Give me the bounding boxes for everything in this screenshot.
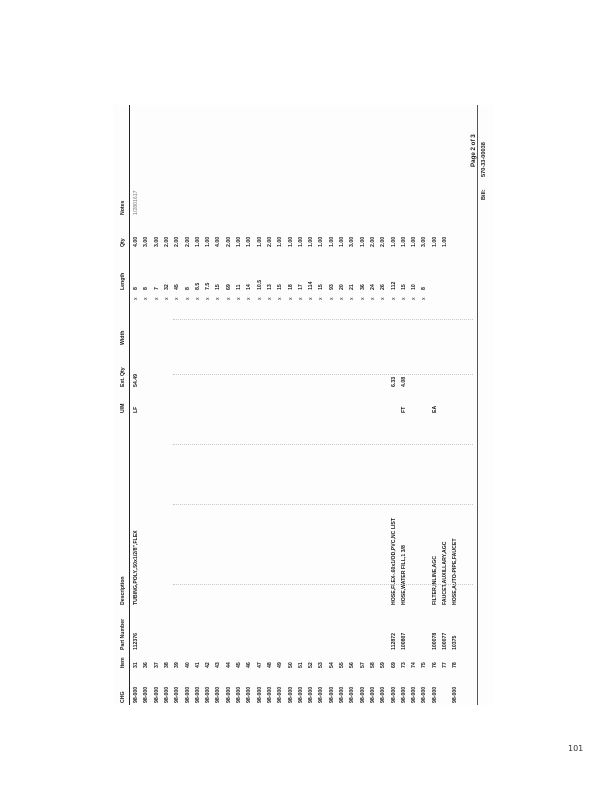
row-qty: 3.00 (349, 236, 356, 247)
row-dimension-x: x (184, 297, 191, 300)
scan-guide-line (173, 444, 473, 445)
row-chg: 98-000 (411, 686, 418, 703)
row-qty: 1.00 (318, 236, 325, 247)
row-item: 44 (225, 662, 232, 668)
header-chg: CHG (120, 691, 126, 703)
row-chg: 98-000 (452, 686, 459, 703)
row-item: 43 (215, 662, 222, 668)
row-uom: EA (431, 405, 438, 413)
row-length: 8 (184, 287, 191, 290)
row-qty: 2.00 (369, 236, 376, 247)
row-chg: 98-000 (133, 686, 139, 703)
row-length: 18 (287, 284, 294, 290)
row-qty: 2.00 (266, 236, 273, 247)
table-row (451, 110, 459, 705)
row-qty: 4.00 (133, 236, 139, 247)
row-dimension-x: x (328, 297, 335, 300)
row-chg: 98-000 (153, 686, 160, 703)
row-chg: 98-000 (215, 686, 222, 703)
header-notes: Notes (120, 200, 126, 215)
row-qty: 1.00 (287, 236, 294, 247)
row-description: TUBING,POLY,.50x1/2/8",FLEX (133, 530, 139, 605)
row-qty: 1.00 (194, 236, 201, 247)
table-row (390, 110, 398, 705)
row-dimension-x: x (143, 297, 150, 300)
row-ext-qty: 4.08 (400, 376, 407, 387)
row-qty: 1.00 (277, 236, 284, 247)
table-row (338, 110, 346, 705)
row-part-number: 100077 (442, 632, 448, 650)
row-dimension-x: x (369, 297, 376, 300)
row-part-number: 112872 (390, 632, 397, 650)
row-qty: 3.00 (421, 236, 428, 247)
header-ext-qty: Ext. Qty (120, 367, 126, 387)
header-length: Length (120, 272, 126, 290)
row-chg: 98-000 (266, 686, 273, 703)
row-chg: 98-000 (205, 686, 212, 703)
row-item: 76 (431, 662, 438, 668)
table-row (235, 110, 243, 705)
row-item: 42 (205, 662, 212, 668)
row-part-number: 10375 (452, 635, 459, 650)
row-qty: 1.00 (339, 236, 345, 247)
row-item: 58 (369, 662, 376, 668)
row-chg: 98-000 (287, 686, 294, 703)
row-length: 10.5 (256, 279, 263, 290)
row-uom: LF (133, 406, 139, 413)
row-dimension-x: x (339, 297, 345, 300)
row-chg: 98-000 (359, 686, 366, 703)
row-description: HOSE,WATER FILL,1 3/8 (400, 545, 407, 605)
row-chg: 98-000 (143, 686, 150, 703)
table-row (225, 110, 233, 705)
row-part-number: 100807 (400, 632, 407, 650)
table-row (173, 110, 181, 705)
row-qty: 1.00 (328, 236, 335, 247)
row-dimension-x: x (246, 297, 253, 300)
row-item: 54 (328, 662, 335, 668)
row-length: 20 (339, 284, 345, 290)
table-row (132, 110, 140, 705)
row-dimension-x: x (287, 297, 294, 300)
table-row (441, 110, 449, 705)
row-dimension-x: x (225, 297, 232, 300)
row-item: 77 (442, 662, 448, 668)
table-row (297, 110, 305, 705)
row-qty: 1.00 (390, 236, 397, 247)
table-row (359, 110, 367, 705)
row-item: 47 (256, 662, 263, 668)
row-dimension-x: x (194, 297, 201, 300)
row-length: 15 (215, 284, 222, 290)
header-part-number: Part Number (120, 618, 126, 650)
row-length: 17 (297, 284, 304, 290)
bill-label: Bill: (481, 189, 487, 200)
row-length: 69 (225, 284, 232, 290)
header-uom: U/M (120, 403, 126, 413)
row-item: 69 (390, 662, 397, 668)
row-chg: 98-000 (277, 686, 284, 703)
row-dimension-x: x (297, 297, 304, 300)
row-item: 41 (194, 662, 201, 668)
header-rule (129, 105, 130, 705)
row-description: HOSE,FLEX-.60x1/OD,PVC,NC LIST (390, 517, 397, 605)
row-chg: 98-000 (328, 686, 335, 703)
row-chg: 98-000 (400, 686, 407, 703)
table-row (184, 110, 192, 705)
row-dimension-x: x (359, 297, 366, 300)
table-row (400, 110, 408, 705)
table-row (266, 110, 274, 705)
table-row (328, 110, 336, 705)
row-uom: FT (400, 406, 407, 413)
header-item: Item (120, 657, 126, 668)
row-dimension-x: x (390, 297, 397, 300)
table-row (163, 110, 171, 705)
table-row (214, 110, 222, 705)
row-qty: 2.00 (380, 236, 387, 247)
row-item: 75 (421, 662, 428, 668)
row-length: 14 (246, 284, 253, 290)
row-ext-qty: 6.33 (390, 376, 397, 387)
row-chg: 98-000 (174, 686, 181, 703)
page-indicator: Page 2 of 3 (470, 134, 477, 167)
row-dimension-x: x (236, 297, 242, 300)
row-length: 36 (359, 284, 366, 290)
parts-list-sheet (113, 105, 493, 705)
scan-guide-line (173, 504, 473, 505)
row-length: 15 (318, 284, 325, 290)
row-dimension-x: x (133, 297, 139, 300)
row-item: 56 (349, 662, 356, 668)
row-item: 57 (359, 662, 366, 668)
table-row (307, 110, 315, 705)
row-chg: 98-000 (308, 686, 315, 703)
row-item: 50 (287, 662, 294, 668)
table-row (369, 110, 377, 705)
table-row (256, 110, 264, 705)
table-row (142, 110, 150, 705)
row-length: 7 (153, 287, 160, 290)
scan-guide-line (173, 584, 473, 585)
row-qty: 1.00 (359, 236, 366, 247)
row-qty: 3.00 (153, 236, 160, 247)
row-dimension-x: x (277, 297, 284, 300)
row-length: 26 (380, 284, 387, 290)
row-dimension-x: x (421, 297, 428, 300)
row-length: 10 (411, 284, 418, 290)
row-length: 15 (277, 284, 284, 290)
table-row (420, 110, 428, 705)
row-qty: 1.00 (205, 236, 212, 247)
row-qty: 2.00 (184, 236, 191, 247)
table-row (204, 110, 212, 705)
row-item: 53 (318, 662, 325, 668)
row-length: 8 (143, 287, 150, 290)
scan-guide-line (173, 319, 473, 320)
row-qty: 4.00 (215, 236, 222, 247)
row-dimension-x: x (400, 297, 407, 300)
row-item: 49 (277, 662, 284, 668)
row-chg: 98-000 (194, 686, 201, 703)
row-dimension-x: x (256, 297, 263, 300)
row-length: 32 (163, 284, 170, 290)
row-item: 40 (184, 662, 191, 668)
page-number: 101 (568, 744, 584, 753)
table-row (245, 110, 253, 705)
row-item: 38 (163, 662, 170, 668)
row-length: 15 (400, 284, 407, 290)
row-description: FAUCET,AUXILLARY,AGC (442, 541, 448, 605)
table-row (287, 110, 295, 705)
row-chg: 98-000 (369, 686, 376, 703)
row-dimension-x: x (174, 297, 181, 300)
row-chg: 98-000 (431, 686, 438, 703)
row-length: 8.5 (194, 282, 201, 290)
row-part-number: 112376 (133, 632, 139, 650)
row-dimension-x: x (163, 297, 170, 300)
row-chg: 98-000 (349, 686, 356, 703)
table-row (317, 110, 325, 705)
row-qty: 1.00 (236, 236, 242, 247)
row-qty: 2.00 (225, 236, 232, 247)
scan-guide-line (173, 374, 473, 375)
row-item: 36 (143, 662, 150, 668)
row-chg: 98-000 (246, 686, 253, 703)
row-length: 8 (421, 287, 428, 290)
row-item: 78 (452, 662, 459, 668)
table-row (348, 110, 356, 705)
row-length: 11 (236, 284, 242, 290)
row-qty: 1.00 (308, 236, 315, 247)
row-item: 59 (380, 662, 387, 668)
row-qty: 2.00 (174, 236, 181, 247)
row-chg: 98-000 (297, 686, 304, 703)
row-qty: 1.00 (400, 236, 407, 247)
table-row (153, 110, 161, 705)
row-dimension-x: x (215, 297, 222, 300)
table-row (276, 110, 284, 705)
row-dimension-x: x (380, 297, 387, 300)
row-item: 37 (153, 662, 160, 668)
row-length: 45 (174, 284, 181, 290)
row-dimension-x: x (153, 297, 160, 300)
row-item: 74 (411, 662, 418, 668)
row-description: FILTER,INLINE,AGC (431, 555, 438, 605)
row-chg: 98-000 (163, 686, 170, 703)
row-qty: 1.00 (431, 236, 438, 247)
row-item: 39 (174, 662, 181, 668)
row-item: 31 (133, 662, 139, 668)
header-qty: Qty (120, 238, 126, 247)
row-length: 13 (266, 284, 273, 290)
row-length: 7.5 (205, 282, 212, 290)
row-length: 93 (328, 284, 335, 290)
row-notes: 1/2801617 (133, 190, 139, 215)
row-dimension-x: x (411, 297, 418, 300)
row-qty: 1.00 (246, 236, 253, 247)
row-chg: 98-000 (184, 686, 191, 703)
row-dimension-x: x (205, 297, 212, 300)
row-item: 55 (339, 662, 345, 668)
table-row (410, 110, 418, 705)
row-qty: 2.00 (163, 236, 170, 247)
row-item: 52 (308, 662, 315, 668)
header-description: Description (120, 576, 126, 605)
row-item: 48 (266, 662, 273, 668)
row-length: 24 (369, 284, 376, 290)
row-qty: 1.00 (256, 236, 263, 247)
row-qty: 1.00 (442, 236, 448, 247)
row-dimension-x: x (308, 297, 315, 300)
table-row (194, 110, 202, 705)
table-row (431, 110, 439, 705)
row-part-number: 100078 (431, 632, 438, 650)
row-item: 73 (400, 662, 407, 668)
row-ext-qty: 54.49 (133, 374, 139, 387)
row-length: 112 (390, 281, 397, 290)
row-dimension-x: x (266, 297, 273, 300)
row-dimension-x: x (318, 297, 325, 300)
row-chg: 98-000 (339, 686, 345, 703)
row-item: 45 (236, 662, 242, 668)
row-chg: 98-000 (380, 686, 387, 703)
row-qty: 1.00 (411, 236, 418, 247)
bill-number: 570-33-00038 (481, 142, 487, 177)
row-length: 21 (349, 284, 356, 290)
row-dimension-x: x (349, 297, 356, 300)
row-chg: 98-000 (236, 686, 242, 703)
row-chg: 98-000 (256, 686, 263, 703)
row-chg: 98-000 (421, 686, 428, 703)
row-qty: 3.00 (143, 236, 150, 247)
header-width: Width (120, 330, 126, 345)
row-chg: 98-000 (390, 686, 397, 703)
row-chg: 98-000 (318, 686, 325, 703)
row-chg: 98-000 (225, 686, 232, 703)
row-length: 8 (133, 287, 139, 290)
table-header (119, 110, 127, 705)
row-item: 51 (297, 662, 304, 668)
footer-rule (477, 105, 478, 705)
row-qty: 1.00 (297, 236, 304, 247)
row-description: HOSE,AUTO-PIPE,FAUCET (452, 538, 459, 605)
row-length: 114 (308, 281, 315, 290)
table-row (379, 110, 387, 705)
row-item: 46 (246, 662, 253, 668)
